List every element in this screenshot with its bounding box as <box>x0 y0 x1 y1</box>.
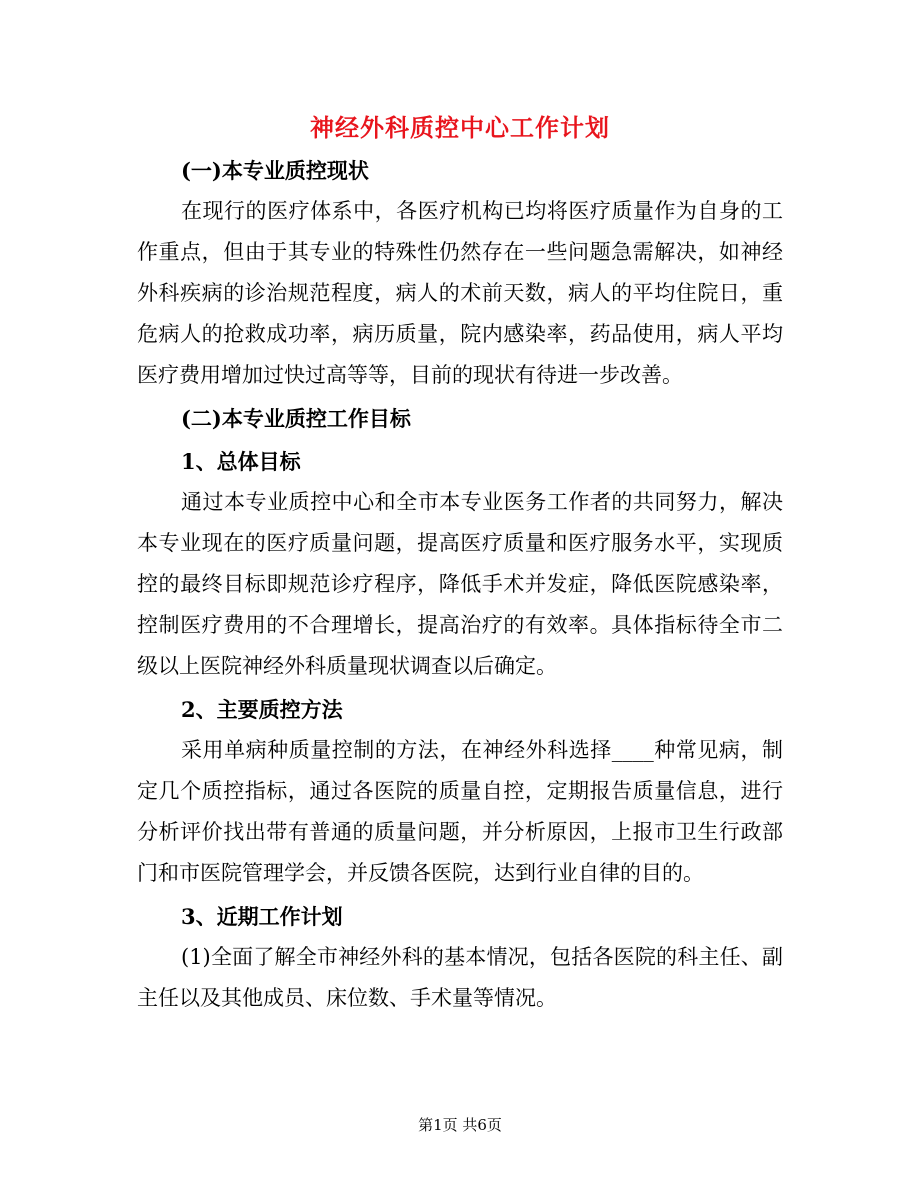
paragraph-line: 级以上医院神经外科质量现状调查以后确定。 <box>137 654 557 678</box>
paragraph-line: 控制医疗费用的不合理增长，提高治疗的有效率。具体指标待全市二 <box>137 613 783 637</box>
paragraph-current-status <box>137 191 783 396</box>
paragraph-line: 门和市医院管理学会，并反馈各医院，达到行业自律的目的。 <box>137 861 704 885</box>
paragraph-near-term-plan <box>137 937 783 1019</box>
paragraph-overall-goal <box>137 482 783 687</box>
page-footer: 第1页 共6页 <box>418 1116 502 1134</box>
section-heading-2: (二)本专业质控工作目标 <box>181 406 411 431</box>
subsection-heading-methods: 2、主要质控方法 <box>181 697 343 722</box>
paragraph-line: 外科疾病的诊治规范程度，病人的术前天数，病人的平均住院日，重 <box>137 281 783 305</box>
document-body <box>137 150 783 1021</box>
subsection-heading-near-term-plan: 3、近期工作计划 <box>181 904 343 929</box>
paragraph-line: 定几个质控指标，通过各医院的质量自控，定期报告质量信息，进行 <box>137 779 783 803</box>
paragraph-line: 通过本专业质控中心和全市本专业医务工作者的共同努力，解决 <box>181 490 783 514</box>
paragraph-methods <box>137 730 783 894</box>
document-title: 神经外科质控中心工作计划 <box>310 113 610 142</box>
paragraph-line: 主任以及其他成员、床位数、手术量等情况。 <box>137 986 557 1010</box>
paragraph-line: 作重点，但由于其专业的特殊性仍然存在一些问题急需解决，如神经 <box>137 240 783 264</box>
paragraph-line: 控的最终目标即规范诊疗程序，降低手术并发症，降低医院感染率， <box>137 572 783 596</box>
paragraph-line: 本专业现在的医疗质量问题，提高医疗质量和医疗服务水平，实现质 <box>137 531 783 555</box>
paragraph-line: 危病人的抢救成功率，病历质量，院内感染率，药品使用，病人平均 <box>137 322 783 346</box>
subsection-heading-overall-goal: 1、总体目标 <box>181 449 301 474</box>
section-heading-1: (一)本专业质控现状 <box>181 158 369 183</box>
paragraph-line: 在现行的医疗体系中，各医疗机构已均将医疗质量作为自身的工 <box>181 199 783 223</box>
paragraph-line: (1)全面了解全市神经外科的基本情况，包括各医院的科主任、副 <box>181 945 783 969</box>
paragraph-line: 采用单病种质量控制的方法，在神经外科选择____种常见病，制 <box>181 738 783 762</box>
paragraph-line: 分析评价找出带有普通的质量问题，并分析原因，上报市卫生行政部 <box>137 820 783 844</box>
paragraph-line: 医疗费用增加过快过高等等，目前的现状有待进一步改善。 <box>137 363 683 387</box>
